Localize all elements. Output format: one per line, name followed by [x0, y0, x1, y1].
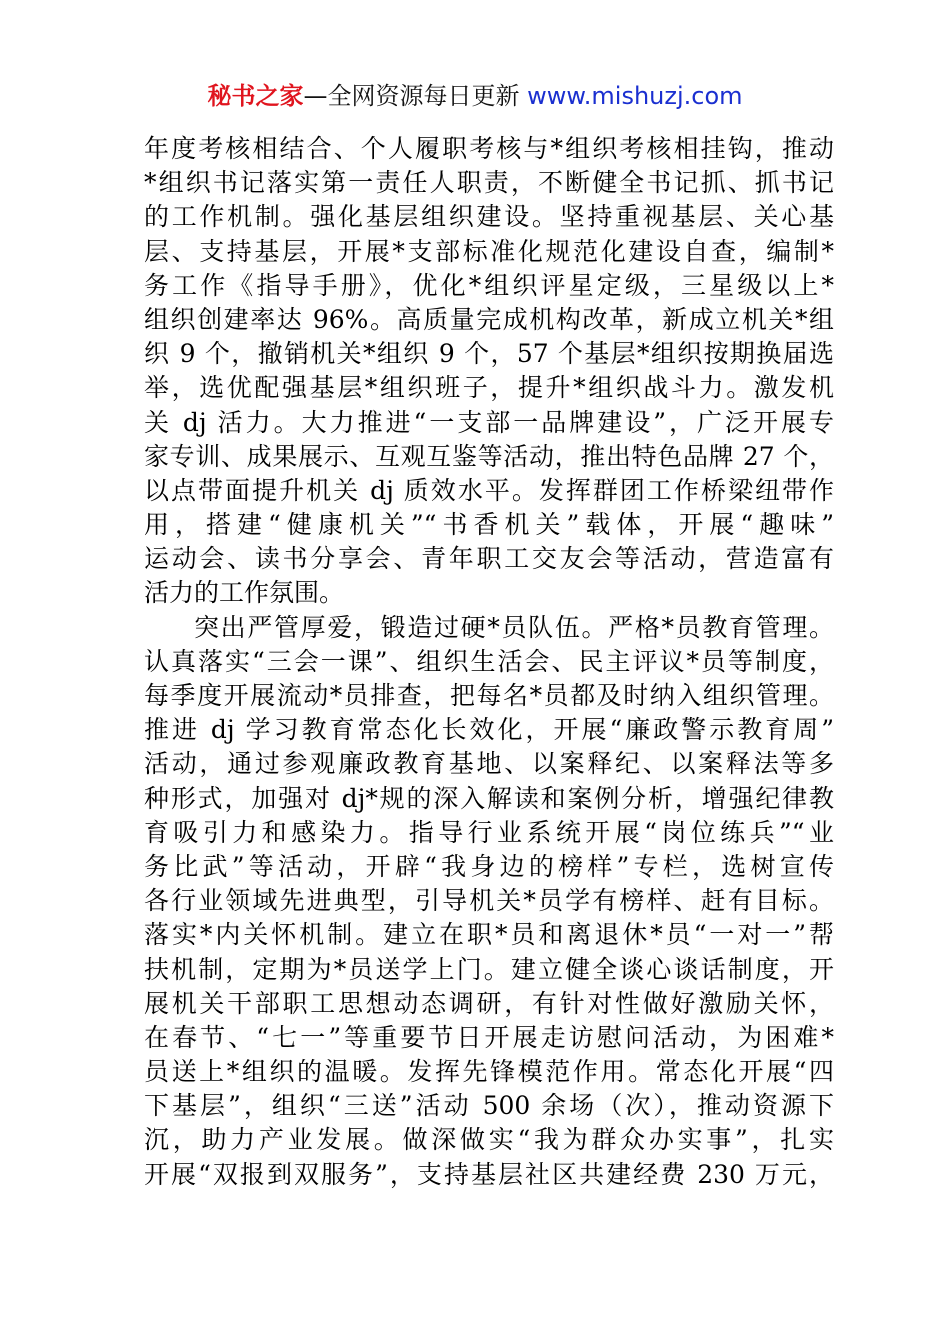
- text-line: 推进 dj 学习教育常态化长效化，开展“廉政警示教育周”: [144, 715, 834, 745]
- text-line: 用，搭建“健康机关”“书香机关”载体，开展“趣味”: [144, 510, 834, 540]
- text-line: 层、支持基层，开展*支部标准化规范化建设自查，编制*: [144, 236, 834, 266]
- text-line: 的工作机制。强化基层组织建设。坚持重视基层、关心基: [144, 202, 834, 232]
- text-line: 务比武”等活动，开辟“我身边的榜样”专栏，选树宣传: [144, 851, 834, 881]
- document-body: [144, 132, 834, 1192]
- text-line: 年度考核相结合、个人履职考核与*组织考核相挂钩，推动: [144, 134, 834, 163]
- text-line: 在春节、“七一”等重要节日开展走访慰问活动，为困难*: [144, 1022, 834, 1052]
- text-line: 扶机制，定期为*员送学上门。建立健全谈心谈话制度，开: [144, 954, 834, 984]
- text-line: 展机关干部职工思想动态调研，有针对性做好激励关怀，: [144, 988, 834, 1018]
- text-line: 认真落实“三会一课”、组织生活会、民主评议*员等制度，: [144, 646, 834, 676]
- text-line: *组织书记落实第一责任人职责，不断健全书记抓、抓书记: [144, 168, 834, 198]
- text-line: 育吸引力和感染力。指导行业系统开展“岗位练兵”“业: [144, 817, 834, 847]
- text-line: 下基层”，组织“三送”活动 500 余场（次），推动资源下: [144, 1091, 834, 1121]
- text-line: 每季度开展流动*员排查，把每名*员都及时纳入组织管理。: [144, 681, 834, 710]
- text-line: 种形式，加强对 dj*规的深入解读和案例分析，增强纪律教: [144, 783, 834, 813]
- paragraph-1: [144, 132, 834, 611]
- paragraph-2: [144, 611, 834, 1192]
- text-line: 织 9 个，撤销机关*组织 9 个，57 个基层*组织按期换届选: [144, 339, 834, 369]
- text-line: 各行业领域先进典型，引导机关*员学有榜样、赶有目标。: [144, 886, 834, 916]
- text-line: 员送上*组织的温暖。发挥先锋模范作用。常态化开展“四: [144, 1057, 834, 1087]
- text-line: 务工作《指导手册》，优化*组织评星定级，三星级以上*: [144, 270, 834, 300]
- site-url-link[interactable]: www.mishuzj.com: [527, 82, 743, 110]
- text-line: 活动，通过参观廉政教育基地、以案释纪、以案释法等多: [144, 749, 834, 779]
- text-line: 以点带面提升机关 dj 质效水平。发挥群团工作桥梁纽带作: [144, 475, 834, 505]
- text-line: 活力的工作氛围。: [144, 578, 345, 608]
- site-brand: 秘书之家: [207, 82, 304, 110]
- text-line: 组织创建率达 96%。高质量完成机构改革，新成立机关*组: [144, 304, 834, 334]
- text-line: 开展“双报到双服务”，支持基层社区共建经费 230 万元，: [144, 1159, 834, 1189]
- site-header: [0, 80, 950, 112]
- text-line: 运动会、读书分享会、青年职工交友会等活动，营造富有: [144, 544, 834, 574]
- text-line: 家专训、成果展示、互观互鉴等活动，推出特色品牌 27 个，: [144, 441, 834, 471]
- text-line: 沉，助力产业发展。做深做实“我为群众办实事”，扎实: [144, 1125, 834, 1155]
- text-line: 落实*内关怀机制。建立在职*员和离退休*员“一对一”帮: [144, 920, 834, 950]
- text-line: 突出严管厚爱，锻造过硬*员队伍。严格*员教育管理。: [194, 612, 834, 642]
- text-line: 关 dj 活力。大力推进“一支部一品牌建设”，广泛开展专: [144, 407, 834, 437]
- site-tagline: —全网资源每日更新: [303, 82, 520, 110]
- text-line: 举，选优配强基层*组织班子，提升*组织战斗力。激发机: [144, 373, 834, 403]
